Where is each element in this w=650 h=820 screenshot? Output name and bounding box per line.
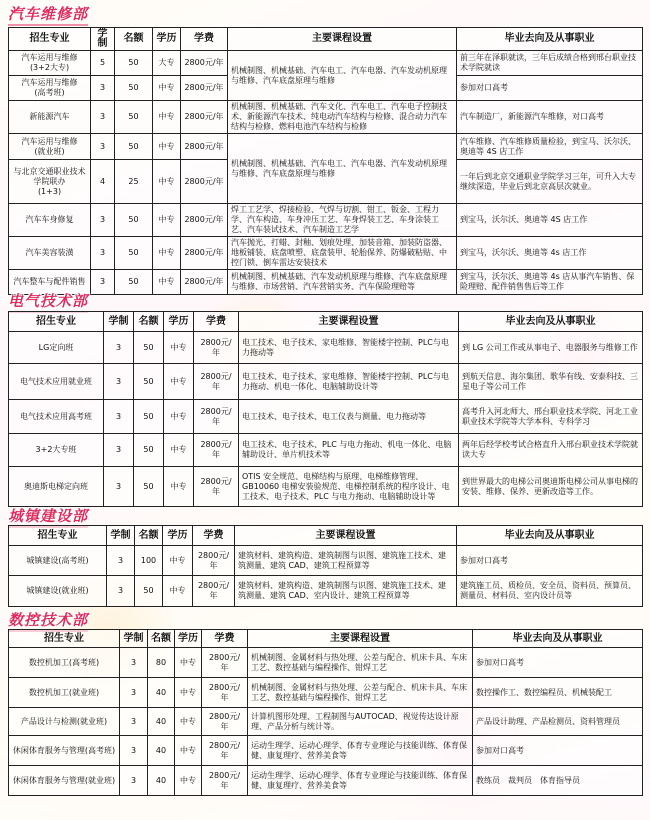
career-cell: 数控操作工、数控编程员、机械装配工 (473, 678, 643, 708)
years-cell: 3 (120, 648, 148, 678)
courses-cell: 运动生理学、运动心理学、体育专业理论与技能训练、体育保健、康复理疗、营养美食等 (248, 766, 473, 796)
quota-cell: 50 (115, 204, 153, 237)
edu-cell: 大专 (153, 51, 181, 76)
table-header-row (9, 526, 643, 546)
table-row (9, 400, 643, 434)
edu-cell: 中专 (153, 101, 181, 134)
quota-cell: 40 (148, 766, 175, 796)
courses-cell: 电工技术、电子技术、家电维修、智能楼宇控制、PLC与电力拖动、机电一体化、电脑辅助设计等 (239, 364, 459, 400)
header-years: 学制 (120, 630, 148, 648)
section-title-cnc: 数控技术部 (8, 611, 89, 629)
quota-cell: 50 (115, 237, 153, 270)
major-cell: 3+2大专班 (9, 434, 104, 467)
table-row (9, 270, 643, 295)
section-title-urban-construction: 城镇建设部 (8, 507, 89, 525)
table-header-row (9, 630, 643, 648)
fee-cell: 2800元/年 (194, 364, 239, 400)
major-cell: 电气技术应用高考班 (9, 400, 104, 434)
header-years: 学制 (91, 28, 115, 51)
quota-cell: 25 (115, 160, 153, 204)
header-fee: 学费 (193, 526, 235, 546)
table-row (9, 576, 643, 607)
edu-cell: 中专 (164, 332, 194, 364)
table-row (9, 467, 643, 507)
header-major: 招生专业 (9, 28, 91, 51)
courses-cell: 建筑材料、建筑构造、建筑制图与识图、建筑施工技术、建筑测量、建筑 CAD、建筑工程预算等 (235, 546, 457, 576)
courses-cell: 电工技术、电子技术、PLC 与电力拖动、机电一体化、电脑辅助设计、单片机技术等 (239, 434, 459, 467)
major-cell: 休闲体育服务与管理(就业班) (9, 766, 120, 796)
table-row (9, 708, 643, 736)
courses-cell: 焊工工艺学、焊接检验、气焊与切割、钳工、钣金、工程力学、汽车构造、车身冲压工艺、车身焊装工艺、车身涂装工艺、汽车装试技术、汽车制造工艺学 (228, 204, 457, 237)
major-cell: 汽车运用与维修 (高考班) (9, 76, 91, 101)
edu-cell: 中专 (163, 576, 193, 607)
edu-cell: 中专 (163, 546, 193, 576)
career-cell: 到宝马，沃尔沃、奥迪等 4s 店工作 (457, 237, 643, 270)
header-edu: 学历 (153, 28, 181, 51)
fee-cell: 2800元/年 (181, 237, 228, 270)
fee-cell: 2800元/年 (181, 270, 228, 295)
career-cell: 汽车维修、汽车维修质量检验，到宝马、沃尔沃、奥迪等 4S 店工作 (457, 134, 643, 160)
edu-cell: 中专 (164, 364, 194, 400)
fee-cell: 2800元/年 (181, 76, 228, 101)
header-quota: 名额 (135, 526, 163, 546)
career-cell: 到航天信息、海尔集团、歌华有线、安泰科技、三星电子等公司工作 (459, 364, 643, 400)
years-cell: 3 (104, 364, 134, 400)
electrical-table (8, 311, 643, 507)
courses-cell: 机械制图、机械基础、汽车电工、汽车电器、汽车发动机原理与维修、汽车底盘原理与维修 (228, 51, 457, 101)
courses-cell: 机械制图、金属材料与热处理、公差与配合、机床卡具、车床工艺、数控基础与编程操作、钳焊工艺 (248, 678, 473, 708)
cnc-table (8, 629, 643, 796)
edu-cell: 中专 (153, 237, 181, 270)
quota-cell: 40 (148, 708, 175, 736)
fee-cell: 2800元/年 (202, 648, 248, 678)
fee-cell: 2800元/年 (181, 160, 228, 204)
major-cell: 汽车整车与配件销售 (9, 270, 91, 295)
header-years: 学制 (104, 312, 134, 332)
fee-cell: 2800元/年 (193, 576, 235, 607)
quota-cell: 40 (148, 736, 175, 766)
edu-cell: 中专 (175, 766, 202, 796)
courses-cell: OTIS 安全规范、电梯结构与原理、电梯维修管理、GB10060 电梯安装验规范、电梯控制系统的程序设计、电工技术、电子技术、PLC 与电力拖动、电脑辅助设计等 (239, 467, 459, 507)
major-cell: 数控机加工(高考班) (9, 648, 120, 678)
header-fee: 学费 (194, 312, 239, 332)
career-cell: 汽车制造厂，新能源汽车维修，对口高考 (457, 101, 643, 134)
quota-cell: 40 (148, 678, 175, 708)
years-cell: 3 (120, 708, 148, 736)
quota-cell: 80 (148, 648, 175, 678)
years-cell: 3 (107, 576, 135, 607)
years-cell: 3 (91, 76, 115, 101)
table-row (9, 204, 643, 237)
courses-cell: 机械制图、金属材料与热处理、公差与配合、机床卡具、车床工艺、数控基础与编程操作、钳焊工艺 (248, 648, 473, 678)
table-row (9, 766, 643, 796)
quota-cell: 50 (134, 400, 164, 434)
years-cell: 3 (104, 434, 134, 467)
table-row (9, 237, 643, 270)
fee-cell: 2800元/年 (181, 51, 228, 76)
fee-cell: 2800元/年 (202, 678, 248, 708)
major-cell: 奥迪斯电梯定向班 (9, 467, 104, 507)
edu-cell: 中专 (175, 678, 202, 708)
quota-cell: 50 (134, 434, 164, 467)
years-cell: 4 (91, 160, 115, 204)
edu-cell: 中专 (153, 204, 181, 237)
header-fee: 学费 (202, 630, 248, 648)
major-cell: 城镇建设(高考班) (9, 546, 107, 576)
career-cell: 一年后到北京交通职业学院学习三年，可升入大专继续深造，毕业后到北京高层次就业。 (457, 160, 643, 204)
edu-cell: 中专 (164, 400, 194, 434)
years-cell: 3 (120, 736, 148, 766)
courses-cell: 建筑材料、建筑构造、建筑制图与识图、建筑施工技术、建筑测量、建筑 CAD、室内设计、建筑工程预算等 (235, 576, 457, 607)
header-major: 招生专业 (9, 630, 120, 648)
header-major: 招生专业 (9, 526, 107, 546)
career-cell: 建筑施工员、质检员、安全员、资料员、预算员、测量员、材料员、室内设计员等 (457, 576, 643, 607)
career-cell: 前三年在泽职就读，三年后成绩合格到邢台职业技术学院就读 (457, 51, 643, 76)
table-row (9, 678, 643, 708)
table-row (9, 134, 643, 160)
quota-cell: 50 (134, 467, 164, 507)
table-row (9, 332, 643, 364)
header-career: 毕业去向及从事职业 (457, 526, 643, 546)
header-quota: 名额 (115, 28, 153, 51)
years-cell: 3 (104, 467, 134, 507)
career-cell: 参加对口高考 (457, 546, 643, 576)
courses-cell: 机械制图、机械基础、汽车发动机原理与维修、汽车底盘原理与维修、市场营销、汽车营销实务、汽车保险理赔等 (228, 270, 457, 295)
quota-cell: 50 (115, 51, 153, 76)
urban-construction-table (8, 525, 643, 607)
years-cell: 3 (91, 237, 115, 270)
table-row (9, 434, 643, 467)
career-cell: 到宝马，沃尔沃、奥迪等 4S 店工作 (457, 204, 643, 237)
courses-cell: 计算机图形处理、工程制图与AUTOCAD、视觉传达设计原理、产品分析与统计等。 (248, 708, 473, 736)
major-cell: 电气技术应用就业班 (9, 364, 104, 400)
table-row (9, 648, 643, 678)
section-title-electrical: 电气技术部 (8, 292, 89, 310)
header-career: 毕业去向及从事职业 (459, 312, 643, 332)
header-career: 毕业去向及从事职业 (457, 28, 643, 51)
fee-cell: 2800元/年 (194, 434, 239, 467)
header-edu: 学历 (163, 526, 193, 546)
major-cell: 汽车美容装潢 (9, 237, 91, 270)
table-row (9, 101, 643, 134)
courses-cell: 运动生理学、运动心理学、体育专业理论与技能训练、体育保健、康复理疗、营养美食等 (248, 736, 473, 766)
career-cell: 高考升入河北师大、邢台职业技术学院、河北工业职业技术学院等大学本科、专科学习 (459, 400, 643, 434)
table-header-row (9, 28, 643, 51)
quota-cell: 50 (115, 270, 153, 295)
career-cell: 到宝马，沃尔沃、奥迪等 4s 店从事汽车销售、保险理赔、配件销售售后等工作 (457, 270, 643, 295)
edu-cell: 中专 (164, 467, 194, 507)
courses-cell: 电工技术、电子技术、电工仪表与测量、电力拖动等 (239, 400, 459, 434)
fee-cell: 2800元/年 (202, 736, 248, 766)
quota-cell: 50 (115, 76, 153, 101)
major-cell: 新能源汽车 (9, 101, 91, 134)
major-cell: 产品设计与检测(就业班) (9, 708, 120, 736)
header-edu: 学历 (175, 630, 202, 648)
career-cell: 两年后经学校考试合格直升入邢台职业技术学院就读大专 (459, 434, 643, 467)
header-years: 学制 (107, 526, 135, 546)
quota-cell: 50 (115, 101, 153, 134)
header-courses: 主要课程设置 (235, 526, 457, 546)
header-courses: 主要课程设置 (228, 28, 457, 51)
courses-cell: 汽车抛光、打蜡、封釉、划痕处理、加装音箱、加装防盗器、地板铺装、底盘喷塑、底盘装甲、轮胎保养、防爆破粘贴、中控门锁、倒车雷达安装技术 (228, 237, 457, 270)
table-row (9, 364, 643, 400)
years-cell: 3 (91, 204, 115, 237)
header-courses: 主要课程设置 (248, 630, 473, 648)
major-cell: 数控机加工(就业班) (9, 678, 120, 708)
career-cell: 参加对口高考 (457, 76, 643, 101)
edu-cell: 中专 (153, 134, 181, 160)
table-header-row (9, 312, 643, 332)
quota-cell: 50 (134, 332, 164, 364)
quota-cell: 50 (135, 576, 163, 607)
header-major: 招生专业 (9, 312, 104, 332)
years-cell: 3 (91, 134, 115, 160)
header-fee: 学费 (181, 28, 228, 51)
years-cell: 3 (104, 400, 134, 434)
table-row (9, 546, 643, 576)
years-cell: 3 (91, 270, 115, 295)
years-cell: 3 (104, 332, 134, 364)
table-row (9, 736, 643, 766)
career-cell: 到世界最大的电梯公司奥迪斯电梯公司从事电梯的安装、维修、保养、更新改造等工作。 (459, 467, 643, 507)
major-cell: LG定向班 (9, 332, 104, 364)
header-quota: 名额 (134, 312, 164, 332)
major-cell: 城镇建设(就业班) (9, 576, 107, 607)
table-row (9, 51, 643, 76)
quota-cell: 50 (134, 364, 164, 400)
major-cell: 汽车运用与维修 (就业班) (9, 134, 91, 160)
edu-cell: 中专 (153, 160, 181, 204)
career-cell: 参加对口高考 (473, 648, 643, 678)
major-cell: 汽车运用与维修 (3+2大专) (9, 51, 91, 76)
edu-cell: 中专 (175, 648, 202, 678)
career-cell: 教练员 裁判员 体育指导员 (473, 766, 643, 796)
edu-cell: 中专 (153, 270, 181, 295)
career-cell: 参加对口高考 (473, 736, 643, 766)
courses-cell: 电工技术、电子技术、家电维修、智能楼宇控制、PLC与电力拖动等 (239, 332, 459, 364)
header-career: 毕业去向及从事职业 (473, 630, 643, 648)
section-title-auto-repair: 汽车维修部 (8, 5, 89, 23)
courses-cell: 机械制图、机械基础、汽车电工、汽车电器、汽车发动机原理与维修、汽车底盘原理与维修 (228, 134, 457, 204)
major-cell: 汽车车身修复 (9, 204, 91, 237)
fee-cell: 2800元/年 (193, 546, 235, 576)
years-cell: 3 (120, 766, 148, 796)
header-edu: 学历 (164, 312, 194, 332)
edu-cell: 中专 (164, 434, 194, 467)
fee-cell: 2800元/年 (194, 467, 239, 507)
career-cell: 产品设计助理、产品检测员、资料管理员 (473, 708, 643, 736)
major-cell: 休闲体育服务与管理(高考班) (9, 736, 120, 766)
years-cell: 5 (91, 51, 115, 76)
career-cell: 到 LG 公司工作或从事电子、电器服务与维修工作 (459, 332, 643, 364)
header-courses: 主要课程设置 (239, 312, 459, 332)
years-cell: 3 (107, 546, 135, 576)
major-cell: 与北京交通职业技术学院联办 (1+3) (9, 160, 91, 204)
fee-cell: 2800元/年 (202, 766, 248, 796)
auto-repair-table (8, 27, 643, 295)
fee-cell: 2800元/年 (194, 332, 239, 364)
fee-cell: 2800元/年 (194, 400, 239, 434)
edu-cell: 中专 (153, 76, 181, 101)
fee-cell: 2800元/年 (181, 134, 228, 160)
fee-cell: 2800元/年 (181, 204, 228, 237)
fee-cell: 2800元/年 (202, 708, 248, 736)
quota-cell: 50 (115, 134, 153, 160)
edu-cell: 中专 (175, 708, 202, 736)
years-cell: 3 (120, 678, 148, 708)
years-cell: 3 (91, 101, 115, 134)
header-quota: 名额 (148, 630, 175, 648)
fee-cell: 2800元/年 (181, 101, 228, 134)
courses-cell: 机械制图、机械基础、汽车文化、汽车电工、汽车电子控制技术、新能源汽车技术、纯电动汽车结构与检修、混合动力汽车结构与检修、燃料电池汽车结构与检修 (228, 101, 457, 134)
edu-cell: 中专 (175, 736, 202, 766)
quota-cell: 100 (135, 546, 163, 576)
